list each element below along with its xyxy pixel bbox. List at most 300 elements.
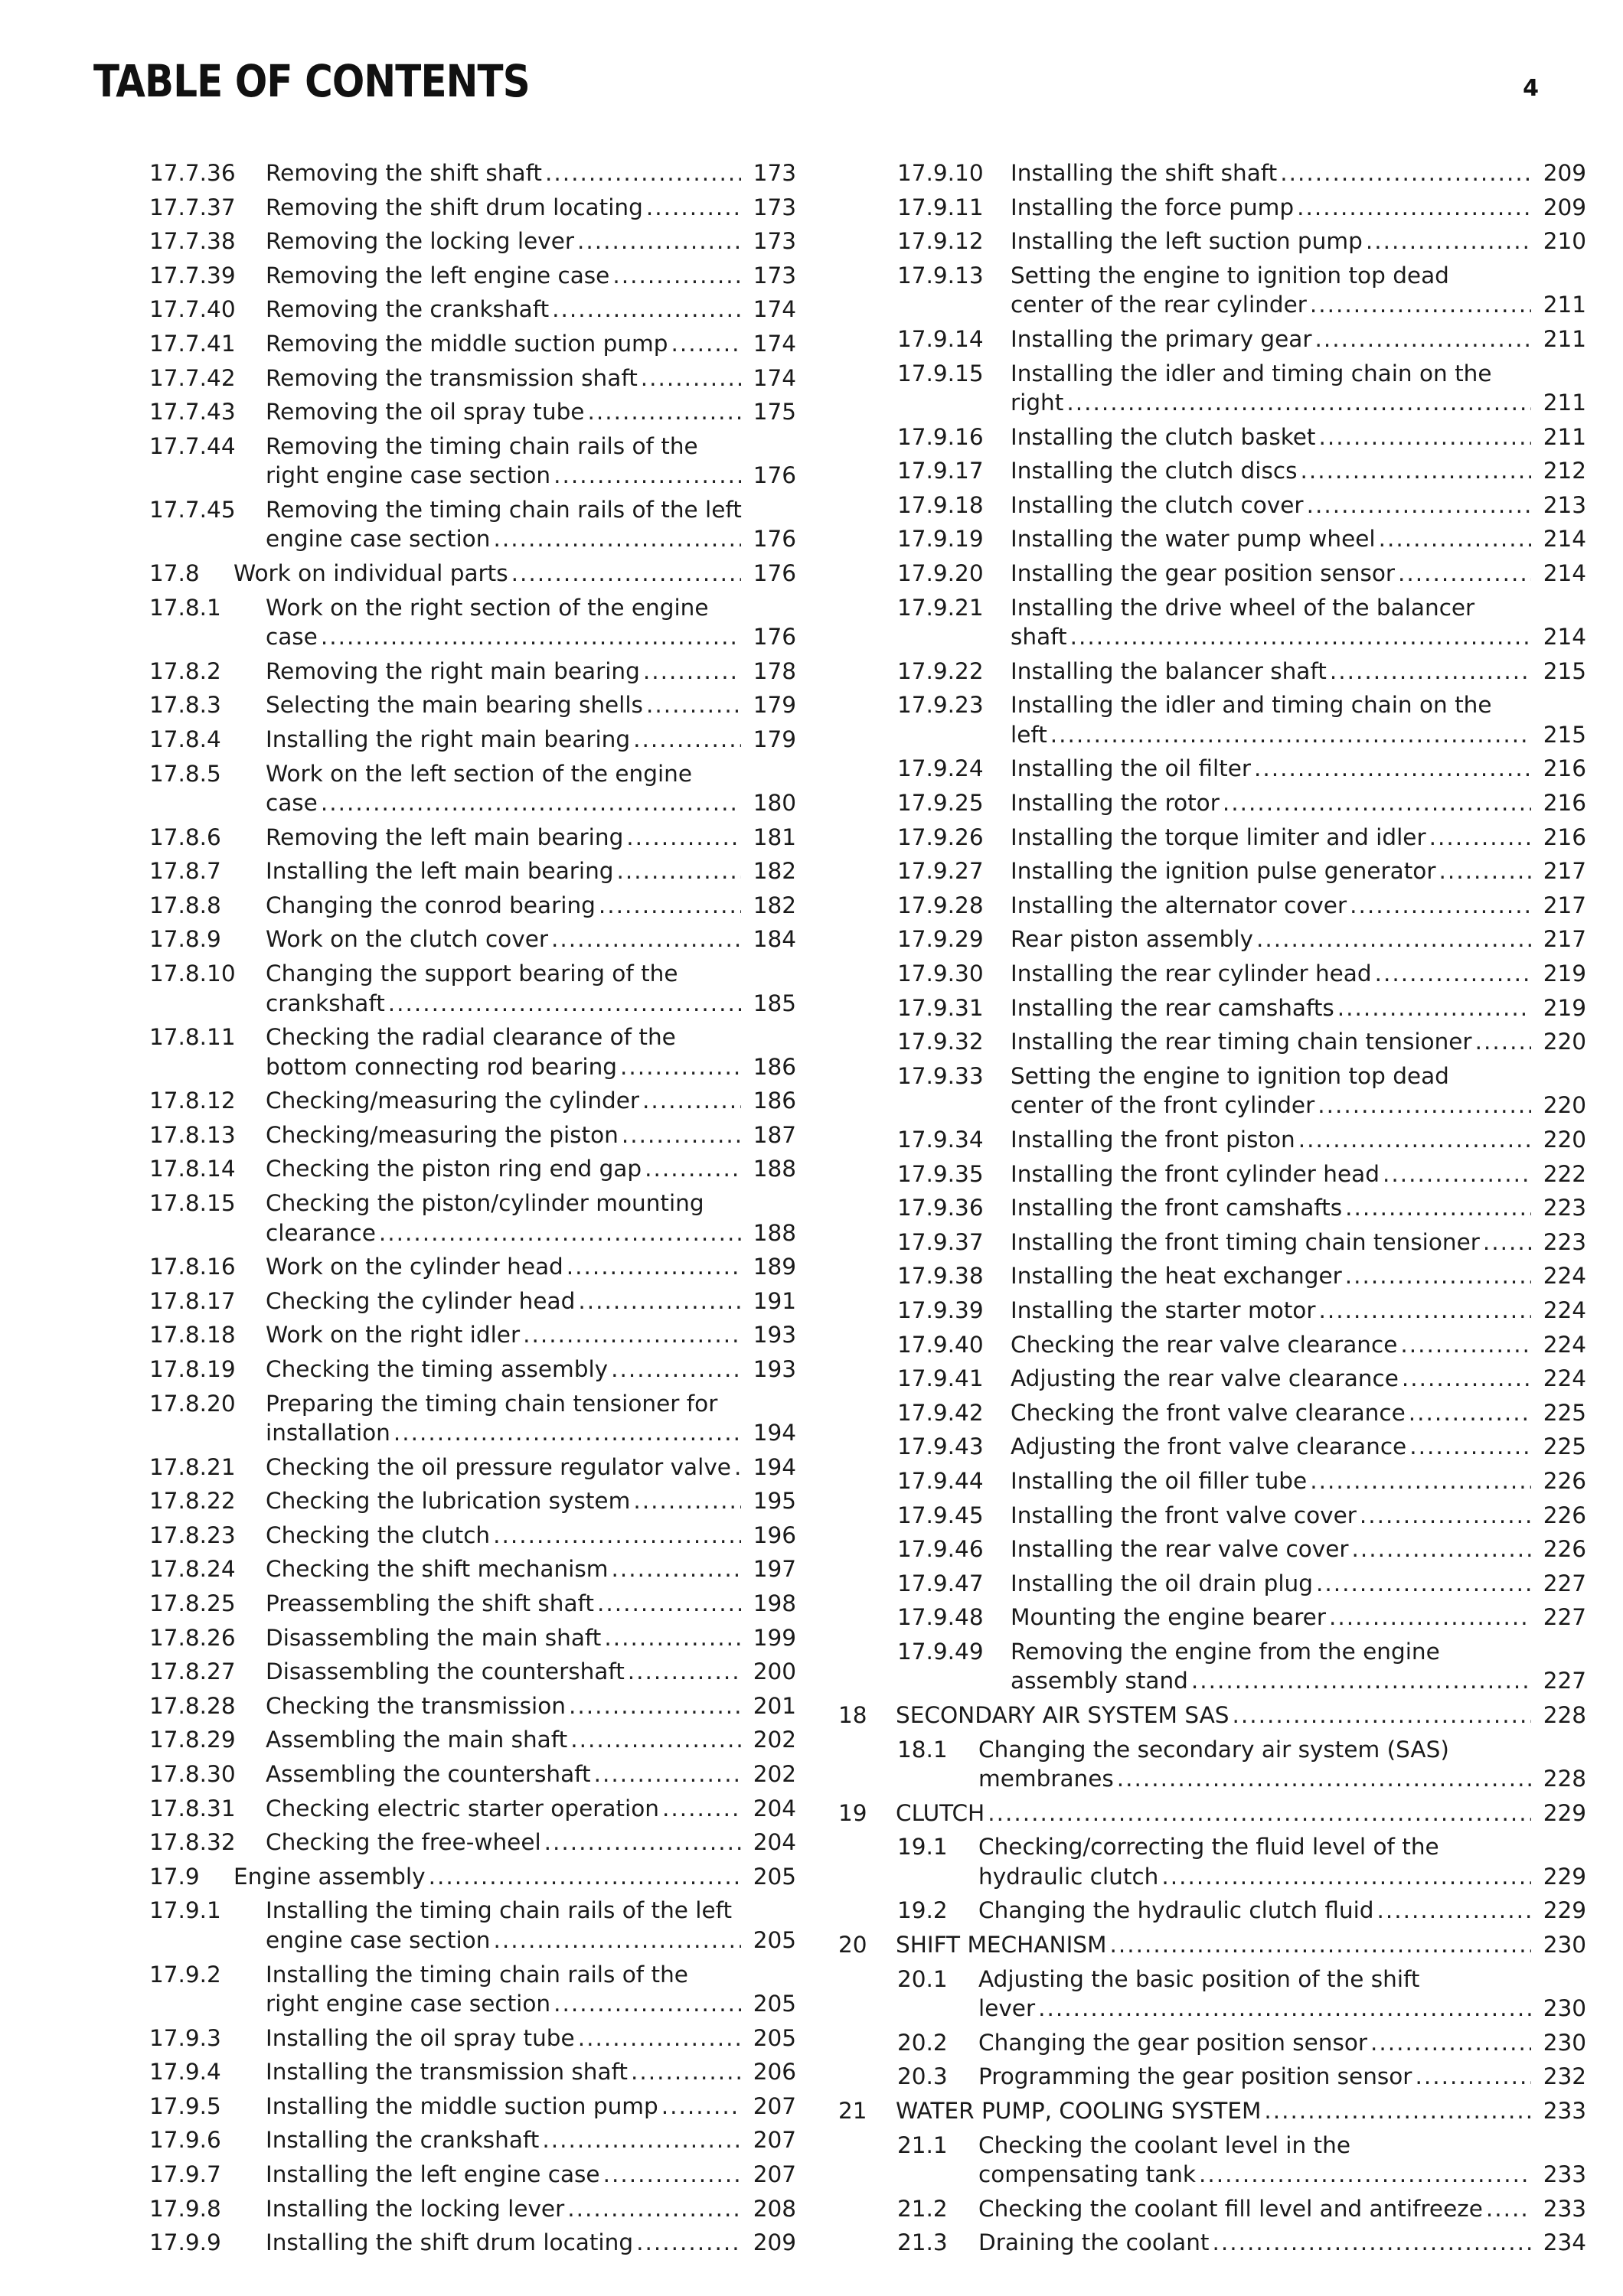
toc-entry-title: Installing the front camshafts	[1011, 1195, 1343, 1221]
toc-entry-title: Checking/measuring the piston	[266, 1121, 619, 1148]
toc-entry[interactable]	[796, 656, 1623, 690]
toc-entry[interactable]	[0, 1153, 796, 1188]
toc-entry[interactable]	[796, 1895, 1623, 1929]
toc-entry[interactable]	[796, 2130, 1623, 2193]
toc-entry[interactable]	[796, 1329, 1623, 1364]
toc-entry-page: 234	[1543, 2229, 1586, 2256]
toc-entry-number: 17.8.8	[149, 892, 221, 918]
dot-leader	[643, 656, 741, 687]
toc-entry-number: 19.2	[897, 1897, 948, 1924]
toc-entry[interactable]	[796, 192, 1623, 227]
dot-leader	[1318, 1295, 1531, 1326]
toc-entry-number: 17.9.13	[897, 262, 984, 289]
dot-leader	[493, 523, 741, 554]
toc-entry-leader	[978, 2061, 1586, 2092]
toc-entry[interactable]	[796, 226, 1623, 260]
toc-entry-leader	[233, 558, 796, 589]
toc-entry-page: 186	[753, 1053, 796, 1080]
toc-entry-number: 18	[838, 1702, 867, 1728]
toc-entry[interactable]	[796, 1261, 1623, 1295]
toc-entry[interactable]	[796, 2193, 1623, 2228]
toc-entry-title: Work on the left section of the engine	[266, 760, 692, 787]
toc-entry[interactable]	[796, 1295, 1623, 1329]
toc-entry-page: 230	[1543, 1932, 1586, 1958]
toc-entry-page: 193	[753, 1355, 796, 1382]
toc-entry[interactable]	[796, 822, 1623, 856]
toc-entry-number: 17.7.38	[149, 228, 236, 255]
toc-entry[interactable]	[796, 1534, 1623, 1568]
toc-entry-leader	[1011, 1295, 1586, 1326]
dot-leader	[620, 1052, 741, 1082]
toc-entry-title: Checking the free-wheel	[266, 1829, 541, 1856]
toc-entry-number: 17.7.45	[149, 496, 236, 523]
toc-entry-page: 207	[753, 2161, 796, 2187]
toc-entry-leader	[1011, 1431, 1586, 1462]
toc-entry[interactable]	[0, 724, 796, 758]
toc-entry-page: 206	[753, 2059, 796, 2086]
toc-entry-title: Removing the locking lever	[266, 228, 574, 255]
toc-entry-leader	[978, 2159, 1586, 2190]
toc-entry[interactable]	[0, 1554, 796, 1588]
toc-entry[interactable]	[0, 1691, 796, 1725]
toc-entry[interactable]	[0, 1793, 796, 1828]
toc-entry[interactable]	[796, 1500, 1623, 1534]
toc-entry[interactable]	[0, 822, 796, 856]
toc-entry-leader	[896, 1929, 1586, 1960]
toc-entry[interactable]	[796, 158, 1623, 192]
toc-entry-page: 211	[1543, 292, 1586, 318]
toc-entry[interactable]	[0, 1452, 796, 1486]
toc-entry-leader	[1011, 558, 1586, 589]
toc-entry[interactable]	[0, 924, 796, 958]
toc-entry[interactable]	[0, 592, 796, 656]
toc-entry-page: 215	[1543, 657, 1586, 684]
toc-entry-number: 17.9.42	[897, 1399, 984, 1426]
toc-entry-title: Installing the left suction pump	[1011, 228, 1363, 255]
dot-leader	[1117, 1763, 1531, 1794]
toc-entry-title: Adjusting the basic position of the shift	[978, 1965, 1420, 1992]
toc-entry-title: compensating tank	[978, 2161, 1197, 2187]
dot-leader	[1366, 226, 1531, 256]
toc-entry-number: 17.9.18	[897, 491, 984, 518]
toc-entry-page: 188	[753, 1156, 796, 1182]
toc-entry[interactable]	[796, 358, 1623, 422]
dot-leader	[493, 1520, 741, 1551]
toc-entry[interactable]	[0, 758, 796, 822]
toc-entry-leader	[1011, 523, 1586, 554]
toc-entry-page: 186	[753, 1088, 796, 1114]
toc-entry[interactable]	[796, 1929, 1623, 1964]
toc-entry-title: WATER PUMP, COOLING SYSTEM	[896, 2097, 1262, 2124]
toc-entry-number: 17.9.38	[897, 1263, 984, 1290]
toc-entry-page: 209	[1543, 160, 1586, 186]
toc-entry[interactable]	[796, 2095, 1623, 2130]
toc-entry[interactable]	[0, 1388, 796, 1452]
toc-entry-number: 17.9.12	[897, 228, 984, 255]
dot-leader	[636, 2227, 741, 2258]
toc-entry-leader	[1011, 1159, 1586, 1189]
toc-entry-title: Work on the cylinder head	[266, 1254, 563, 1280]
dot-leader	[617, 856, 741, 886]
toc-entry-title: Selecting the main bearing shells	[266, 692, 643, 719]
toc-entry-title: Removing the left main bearing	[266, 823, 624, 850]
toc-entry-leader	[266, 460, 796, 491]
page-title: TABLE OF CONTENTS	[93, 55, 530, 107]
dot-leader	[542, 2125, 741, 2155]
toc-entry-number: 17.8.5	[149, 760, 221, 787]
toc-entry[interactable]	[796, 1026, 1623, 1061]
toc-entry[interactable]	[796, 1363, 1623, 1397]
toc-entry-page: 225	[1543, 1399, 1586, 1426]
toc-entry-page: 216	[1543, 755, 1586, 782]
toc-entry-title: Adjusting the front valve clearance	[1011, 1433, 1407, 1460]
toc-entry-number: 17.9.49	[897, 1638, 984, 1665]
toc-entry[interactable]	[0, 1724, 796, 1759]
toc-entry[interactable]	[0, 1656, 796, 1691]
toc-entry-title: Assembling the main shaft	[266, 1727, 568, 1753]
toc-entry-leader	[1011, 1090, 1586, 1120]
toc-entry-leader	[266, 1520, 796, 1551]
toc-entry[interactable]	[0, 2125, 796, 2159]
toc-entry-leader	[266, 260, 796, 291]
toc-entry-page: 219	[1543, 960, 1586, 987]
toc-entry-number: 17.9.9	[149, 2229, 221, 2256]
toc-entry-title: Installing the locking lever	[266, 2195, 565, 2222]
toc-entry-leader	[1011, 158, 1586, 188]
toc-entry-title: Installing the oil filler tube	[1011, 1467, 1308, 1494]
toc-entry-number: 17.9.4	[149, 2059, 221, 2086]
toc-entry-title: center of the front cylinder	[1011, 1092, 1315, 1119]
toc-entry-page: 202	[753, 1727, 796, 1753]
dot-leader	[511, 558, 741, 589]
toc-entry-page: 219	[1543, 994, 1586, 1021]
toc-entry-leader	[266, 2125, 796, 2155]
toc-entry[interactable]	[0, 690, 796, 724]
toc-entry[interactable]	[0, 1085, 796, 1120]
toc-entry[interactable]	[796, 592, 1623, 656]
toc-entry-title: Removing the left engine case	[266, 262, 610, 289]
toc-entry-page: 176	[753, 462, 796, 489]
toc-entry[interactable]	[0, 1022, 796, 1085]
toc-entry-leader	[1011, 753, 1586, 784]
toc-entry[interactable]	[0, 856, 796, 890]
toc-entry-leader	[266, 1354, 796, 1384]
toc-entry-title: Installing the force pump	[1011, 194, 1295, 220]
toc-entry-title: Installing the gear position sensor	[1011, 560, 1396, 586]
toc-entry[interactable]	[0, 494, 796, 558]
toc-entry-title: Installing the front timing chain tensioner	[1011, 1228, 1480, 1255]
toc-entry[interactable]	[0, 2056, 796, 2091]
toc-entry-leader	[266, 1486, 796, 1516]
toc-entry[interactable]	[0, 1759, 796, 1793]
toc-entry-number: 17.8.24	[149, 1556, 236, 1583]
toc-entry-leader	[1011, 289, 1586, 320]
toc-entry-leader	[266, 1925, 796, 1955]
dot-leader	[1409, 1397, 1531, 1428]
dot-leader	[661, 2091, 741, 2122]
toc-entry[interactable]	[796, 422, 1623, 456]
toc-entry-title: Changing the hydraulic clutch fluid	[978, 1897, 1374, 1924]
dot-leader	[552, 294, 741, 325]
toc-entry[interactable]	[0, 1827, 796, 1861]
toc-entry-number: 17.8.6	[149, 823, 221, 850]
toc-entry[interactable]	[0, 2193, 796, 2228]
toc-entry-page: 214	[1543, 624, 1586, 651]
dot-leader	[1383, 1159, 1531, 1189]
toc-entry[interactable]	[796, 2027, 1623, 2062]
toc-entry-page: 217	[1543, 926, 1586, 953]
toc-entry[interactable]	[796, 1798, 1623, 1832]
toc-entry[interactable]	[796, 2227, 1623, 2262]
toc-entry-page: 227	[1543, 1570, 1586, 1596]
toc-entry-page: 174	[753, 296, 796, 323]
toc-entry[interactable]	[0, 1588, 796, 1623]
toc-entry-page: 227	[1543, 1668, 1586, 1694]
toc-entry-page: 233	[1543, 2097, 1586, 2124]
toc-entry-number: 19	[838, 1799, 867, 1826]
toc-entry[interactable]	[796, 690, 1623, 753]
toc-entry-page: 211	[1543, 390, 1586, 416]
toc-entry[interactable]	[0, 890, 796, 925]
toc-entry[interactable]	[0, 192, 796, 227]
toc-entry-title: Installing the rear cylinder head	[1011, 960, 1372, 987]
dot-leader	[551, 924, 741, 954]
dot-leader	[1223, 788, 1531, 818]
toc-entry[interactable]	[0, 260, 796, 295]
toc-entry-number: 17.8.13	[149, 1121, 236, 1148]
toc-entry-leader	[1011, 958, 1586, 989]
toc-entry-number: 17.8.9	[149, 926, 221, 953]
toc-entry[interactable]	[796, 490, 1623, 524]
toc-entry-number: 17.9.20	[897, 560, 984, 586]
toc-entry-page: 176	[753, 624, 796, 651]
toc-entry-title: right	[1011, 390, 1064, 416]
toc-entry-page: 184	[753, 926, 796, 953]
toc-entry[interactable]	[0, 294, 796, 328]
toc-entry[interactable]	[796, 1636, 1623, 1700]
toc-entry-number: 17.8.25	[149, 1590, 236, 1616]
toc-entry-number: 17.7.41	[149, 331, 236, 357]
toc-entry[interactable]	[0, 656, 796, 690]
toc-entry-page: 208	[753, 2195, 796, 2222]
toc-entry[interactable]	[796, 1159, 1623, 1193]
dot-leader	[1212, 2227, 1531, 2258]
dot-leader	[628, 1656, 741, 1687]
toc-entry[interactable]	[0, 1188, 796, 1251]
toc-entry-page: 204	[753, 1795, 796, 1821]
toc-entry-number: 17.8.14	[149, 1156, 236, 1182]
toc-entry[interactable]	[796, 1397, 1623, 1432]
toc-entry[interactable]	[796, 890, 1623, 925]
toc-entry-leader	[266, 1251, 796, 1282]
toc-entry-title: hydraulic clutch	[978, 1863, 1159, 1890]
toc-entry[interactable]	[0, 396, 796, 431]
toc-entry-title: Installing the drive wheel of the balancer	[1011, 594, 1475, 621]
toc-entry[interactable]	[796, 924, 1623, 958]
toc-entry-number: 17.9.22	[897, 657, 984, 684]
toc-entry-page: 233	[1543, 2195, 1586, 2222]
toc-entry[interactable]	[796, 1466, 1623, 1500]
toc-entry-title: Installing the left engine case	[266, 2161, 600, 2187]
toc-entry-page: 223	[1543, 1195, 1586, 1221]
toc-entry-title: Disassembling the countershaft	[266, 1658, 625, 1685]
toc-entry-number: 17.9	[149, 1863, 200, 1890]
toc-entry-number: 17.9.37	[897, 1228, 984, 1255]
toc-entry-leader	[266, 856, 796, 886]
toc-entry-title: Setting the engine to ignition top dead	[1011, 1062, 1449, 1089]
toc-entry-title: bottom connecting rod bearing	[266, 1053, 617, 1080]
toc-entry-title: right engine case section	[266, 462, 551, 489]
toc-entry-page: 200	[753, 1658, 796, 1685]
toc-entry[interactable]	[796, 1227, 1623, 1261]
toc-entry-title: left	[1011, 721, 1047, 748]
toc-entry[interactable]	[0, 1895, 796, 1958]
toc-entry[interactable]	[0, 2023, 796, 2057]
dot-leader	[1337, 993, 1531, 1023]
toc-entry[interactable]	[0, 328, 796, 363]
toc-entry-number: 17.9.14	[897, 325, 984, 352]
toc-entry[interactable]	[0, 1623, 796, 1657]
toc-entry-number: 17.9.48	[897, 1604, 984, 1631]
toc-entry[interactable]	[0, 226, 796, 260]
toc-entry[interactable]	[0, 1861, 796, 1896]
toc-entry-leader	[266, 1827, 796, 1857]
toc-entry[interactable]	[0, 1319, 796, 1354]
dot-leader	[1316, 1568, 1531, 1599]
toc-entry-number: 17.8.3	[149, 692, 221, 719]
toc-entry-page: 214	[1543, 526, 1586, 553]
toc-entry[interactable]	[796, 260, 1623, 324]
toc-entry[interactable]	[796, 1124, 1623, 1159]
toc-entry-title: engine case section	[266, 1926, 491, 1953]
toc-entry[interactable]	[796, 993, 1623, 1027]
toc-entry-page: 205	[753, 1991, 796, 2017]
toc-entry-page: 193	[753, 1322, 796, 1349]
toc-entry[interactable]	[796, 1700, 1623, 1734]
toc-entry-page: 197	[753, 1556, 796, 1583]
toc-entry[interactable]	[796, 958, 1623, 993]
dot-leader	[1352, 1534, 1531, 1564]
toc-entry-page: 188	[753, 1219, 796, 1246]
toc-entry-title: Checking electric starter operation	[266, 1795, 659, 1821]
toc-entry-page: 211	[1543, 423, 1586, 450]
dot-leader	[734, 1452, 741, 1482]
dot-leader	[612, 260, 741, 291]
toc-entry[interactable]	[796, 1431, 1623, 1466]
toc-entry-page: 222	[1543, 1160, 1586, 1187]
toc-entry-page: 223	[1543, 1228, 1586, 1255]
toc-entry[interactable]	[0, 958, 796, 1022]
toc-entry[interactable]	[796, 523, 1623, 558]
toc-entry[interactable]	[0, 1120, 796, 1154]
toc-entry[interactable]	[796, 856, 1623, 890]
toc-entry-page: 220	[1543, 1029, 1586, 1055]
toc-entry-number: 17.8.29	[149, 1727, 236, 1753]
toc-entry[interactable]	[0, 2227, 796, 2262]
toc-entry-leader	[1011, 621, 1586, 652]
toc-entry-page: 176	[753, 560, 796, 586]
toc-entry[interactable]	[796, 1568, 1623, 1603]
toc-entry-page: 228	[1543, 1766, 1586, 1792]
toc-entry-title: Checking the coolant fill level and antifreeze	[978, 2195, 1483, 2222]
dot-leader	[1345, 1192, 1531, 1223]
toc-entry-leader	[266, 2227, 796, 2258]
toc-entry[interactable]	[0, 1486, 796, 1520]
toc-entry-title: assembly stand	[1011, 1668, 1188, 1694]
toc-entry[interactable]	[796, 1602, 1623, 1636]
toc-entry-title: Installing the oil drain plug	[1011, 1570, 1313, 1596]
toc-entry[interactable]	[0, 1959, 796, 2023]
toc-entry-page: 204	[753, 1829, 796, 1856]
toc-entry[interactable]	[796, 1734, 1623, 1798]
toc-entry-leader	[266, 1759, 796, 1789]
toc-entry-number: 17.9.24	[897, 755, 984, 782]
toc-entry-number: 17.8.7	[149, 858, 221, 885]
toc-entry-number: 17.7.43	[149, 399, 236, 426]
toc-entry-title: membranes	[978, 1766, 1114, 1792]
toc-entry-leader	[266, 2159, 796, 2190]
toc-entry-title: engine case section	[266, 526, 491, 553]
toc-entry[interactable]	[796, 1192, 1623, 1227]
toc-entry-number: 17.9.32	[897, 1029, 984, 1055]
dot-leader	[1298, 1124, 1531, 1155]
dot-leader	[1254, 753, 1531, 784]
toc-entry-number: 17.9.7	[149, 2161, 221, 2187]
toc-entry-number: 17.9.40	[897, 1331, 984, 1358]
toc-entry[interactable]	[796, 788, 1623, 822]
toc-entry[interactable]	[796, 753, 1623, 788]
toc-entry[interactable]	[0, 2159, 796, 2193]
toc-entry-number: 19.1	[897, 1834, 948, 1861]
toc-entry[interactable]	[796, 1964, 1623, 2027]
toc-entry-leader	[266, 788, 796, 818]
toc-entry[interactable]	[796, 1831, 1623, 1895]
toc-entry-page: 217	[1543, 858, 1586, 885]
toc-entry[interactable]	[0, 1354, 796, 1388]
toc-entry[interactable]	[0, 558, 796, 592]
dot-leader	[645, 1153, 741, 1184]
toc-entry[interactable]	[0, 2091, 796, 2125]
toc-entry-title: Programming the gear position sensor	[978, 2063, 1412, 2090]
toc-entry[interactable]	[796, 455, 1623, 490]
toc-entry-page: 209	[753, 2229, 796, 2256]
toc-entry-title: Adjusting the rear valve clearance	[1011, 1365, 1399, 1392]
toc-entry-number: 17.8.15	[149, 1190, 236, 1216]
toc-entry-leader	[1011, 387, 1586, 418]
toc-entry[interactable]	[796, 2061, 1623, 2095]
toc-entry[interactable]	[0, 1251, 796, 1286]
toc-entry[interactable]	[0, 158, 796, 192]
toc-entry-title: Installing the rear timing chain tensioner	[1011, 1029, 1472, 1055]
toc-entry-number: 17.9.23	[897, 692, 984, 719]
toc-entry-title: Removing the shift shaft	[266, 160, 543, 186]
toc-entry-number: 17.8.20	[149, 1390, 236, 1417]
toc-entry[interactable]	[0, 1520, 796, 1554]
toc-entry-page: 227	[1543, 1604, 1586, 1631]
toc-entry[interactable]	[0, 431, 796, 494]
toc-entry-number: 17.7.42	[149, 364, 236, 391]
toc-entry-leader	[266, 158, 796, 188]
toc-entry[interactable]	[0, 1286, 796, 1320]
toc-entry[interactable]	[796, 558, 1623, 592]
toc-entry[interactable]	[796, 324, 1623, 358]
toc-entry-number: 17.8.19	[149, 1355, 236, 1382]
toc-entry[interactable]	[0, 363, 796, 397]
toc-entry-page: 187	[753, 1121, 796, 1148]
dot-leader	[1329, 1602, 1531, 1632]
toc-entry-number: 17.7.40	[149, 296, 236, 323]
toc-entry[interactable]	[796, 1061, 1623, 1124]
